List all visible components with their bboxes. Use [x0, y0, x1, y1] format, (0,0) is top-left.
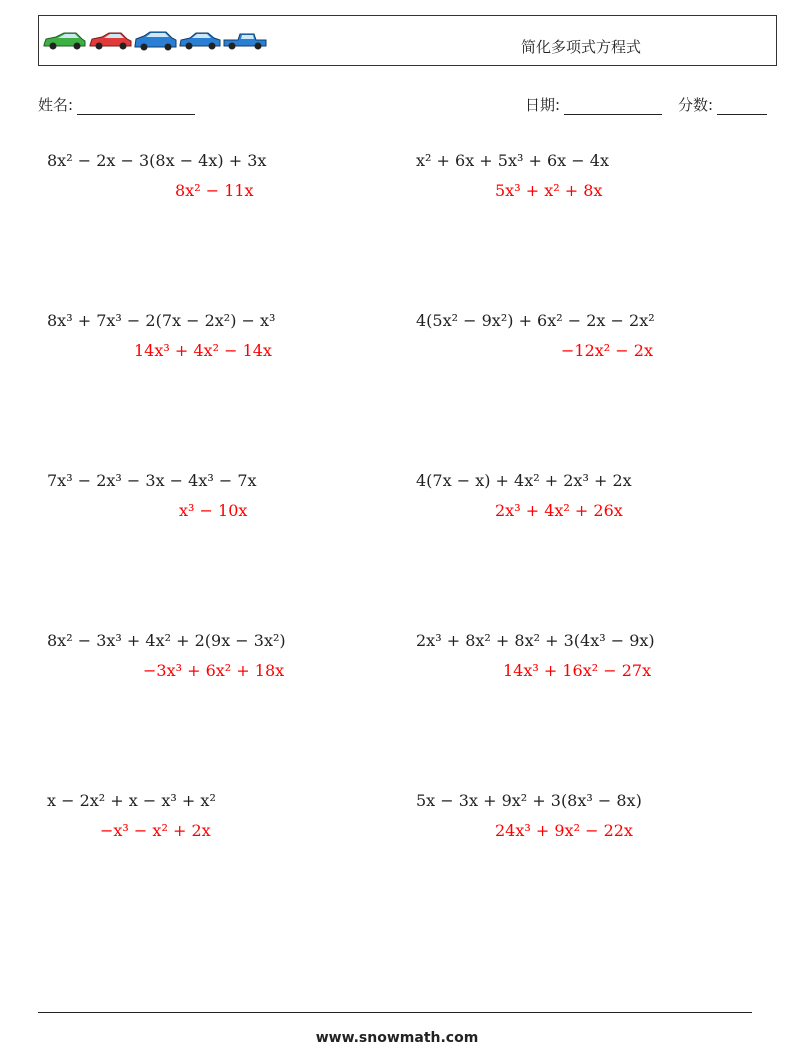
blue-pickup-icon: [224, 34, 266, 50]
worksheet-header: [38, 15, 777, 66]
footer-divider: [38, 1012, 752, 1013]
problem-answer: 14x³ + 16x² − 27x: [503, 661, 652, 680]
score-field: [678, 94, 767, 115]
red-car-icon: [90, 33, 131, 50]
problem-expression: x² + 6x + 5x³ + 6x − 4x: [416, 151, 609, 170]
problem-expression: 8x³ + 7x³ − 2(7x − 2x²) − x³: [47, 311, 276, 330]
problem-expression: 7x³ − 2x³ − 3x − 4x³ − 7x: [47, 471, 257, 490]
problem-answer: −12x² − 2x: [561, 341, 653, 360]
problem-answer: 14x³ + 4x² − 14x: [134, 341, 272, 360]
problem-expression: x − 2x² + x − x³ + x²: [47, 791, 216, 810]
blue-car-icon: [135, 32, 176, 51]
name-blank[interactable]: [77, 98, 195, 115]
car-icons-row: [42, 30, 272, 52]
problem-answer: 2x³ + 4x² + 26x: [495, 501, 623, 520]
problem-expression: 4(7x − x) + 4x² + 2x³ + 2x: [416, 471, 632, 490]
name-label: 姓名:: [38, 96, 74, 114]
problem-answer: x³ − 10x: [179, 501, 248, 520]
problem-answer: −3x³ + 6x² + 18x: [143, 661, 285, 680]
problem-expression: 4(5x² − 9x²) + 6x² − 2x − 2x²: [416, 311, 655, 330]
score-label: 分数:: [678, 96, 714, 114]
footer-url[interactable]: www.snowmath.com: [315, 1030, 479, 1046]
problem-answer: −x³ − x² + 2x: [100, 821, 211, 840]
green-car-icon: [44, 33, 85, 50]
blue-car-icon: [180, 33, 220, 50]
problem-expression: 2x³ + 8x² + 8x² + 3(4x³ − 9x): [416, 631, 655, 650]
name-field: [38, 94, 195, 115]
problem-expression: 8x² − 2x − 3(8x − 4x) + 3x: [47, 151, 267, 170]
worksheet-title: 简化多项式方程式: [521, 38, 642, 56]
problem-expression: 8x² − 3x³ + 4x² + 2(9x − 3x²): [47, 631, 286, 650]
date-blank[interactable]: [564, 98, 662, 115]
date-field: [525, 94, 662, 115]
problem-answer: 5x³ + x² + 8x: [495, 181, 603, 200]
problem-expression: 5x − 3x + 9x² + 3(8x³ − 8x): [416, 791, 642, 810]
problem-answer: 8x² − 11x: [175, 181, 254, 200]
problem-answer: 24x³ + 9x² − 22x: [495, 821, 633, 840]
date-label: 日期:: [525, 96, 561, 114]
score-blank[interactable]: [717, 98, 767, 115]
